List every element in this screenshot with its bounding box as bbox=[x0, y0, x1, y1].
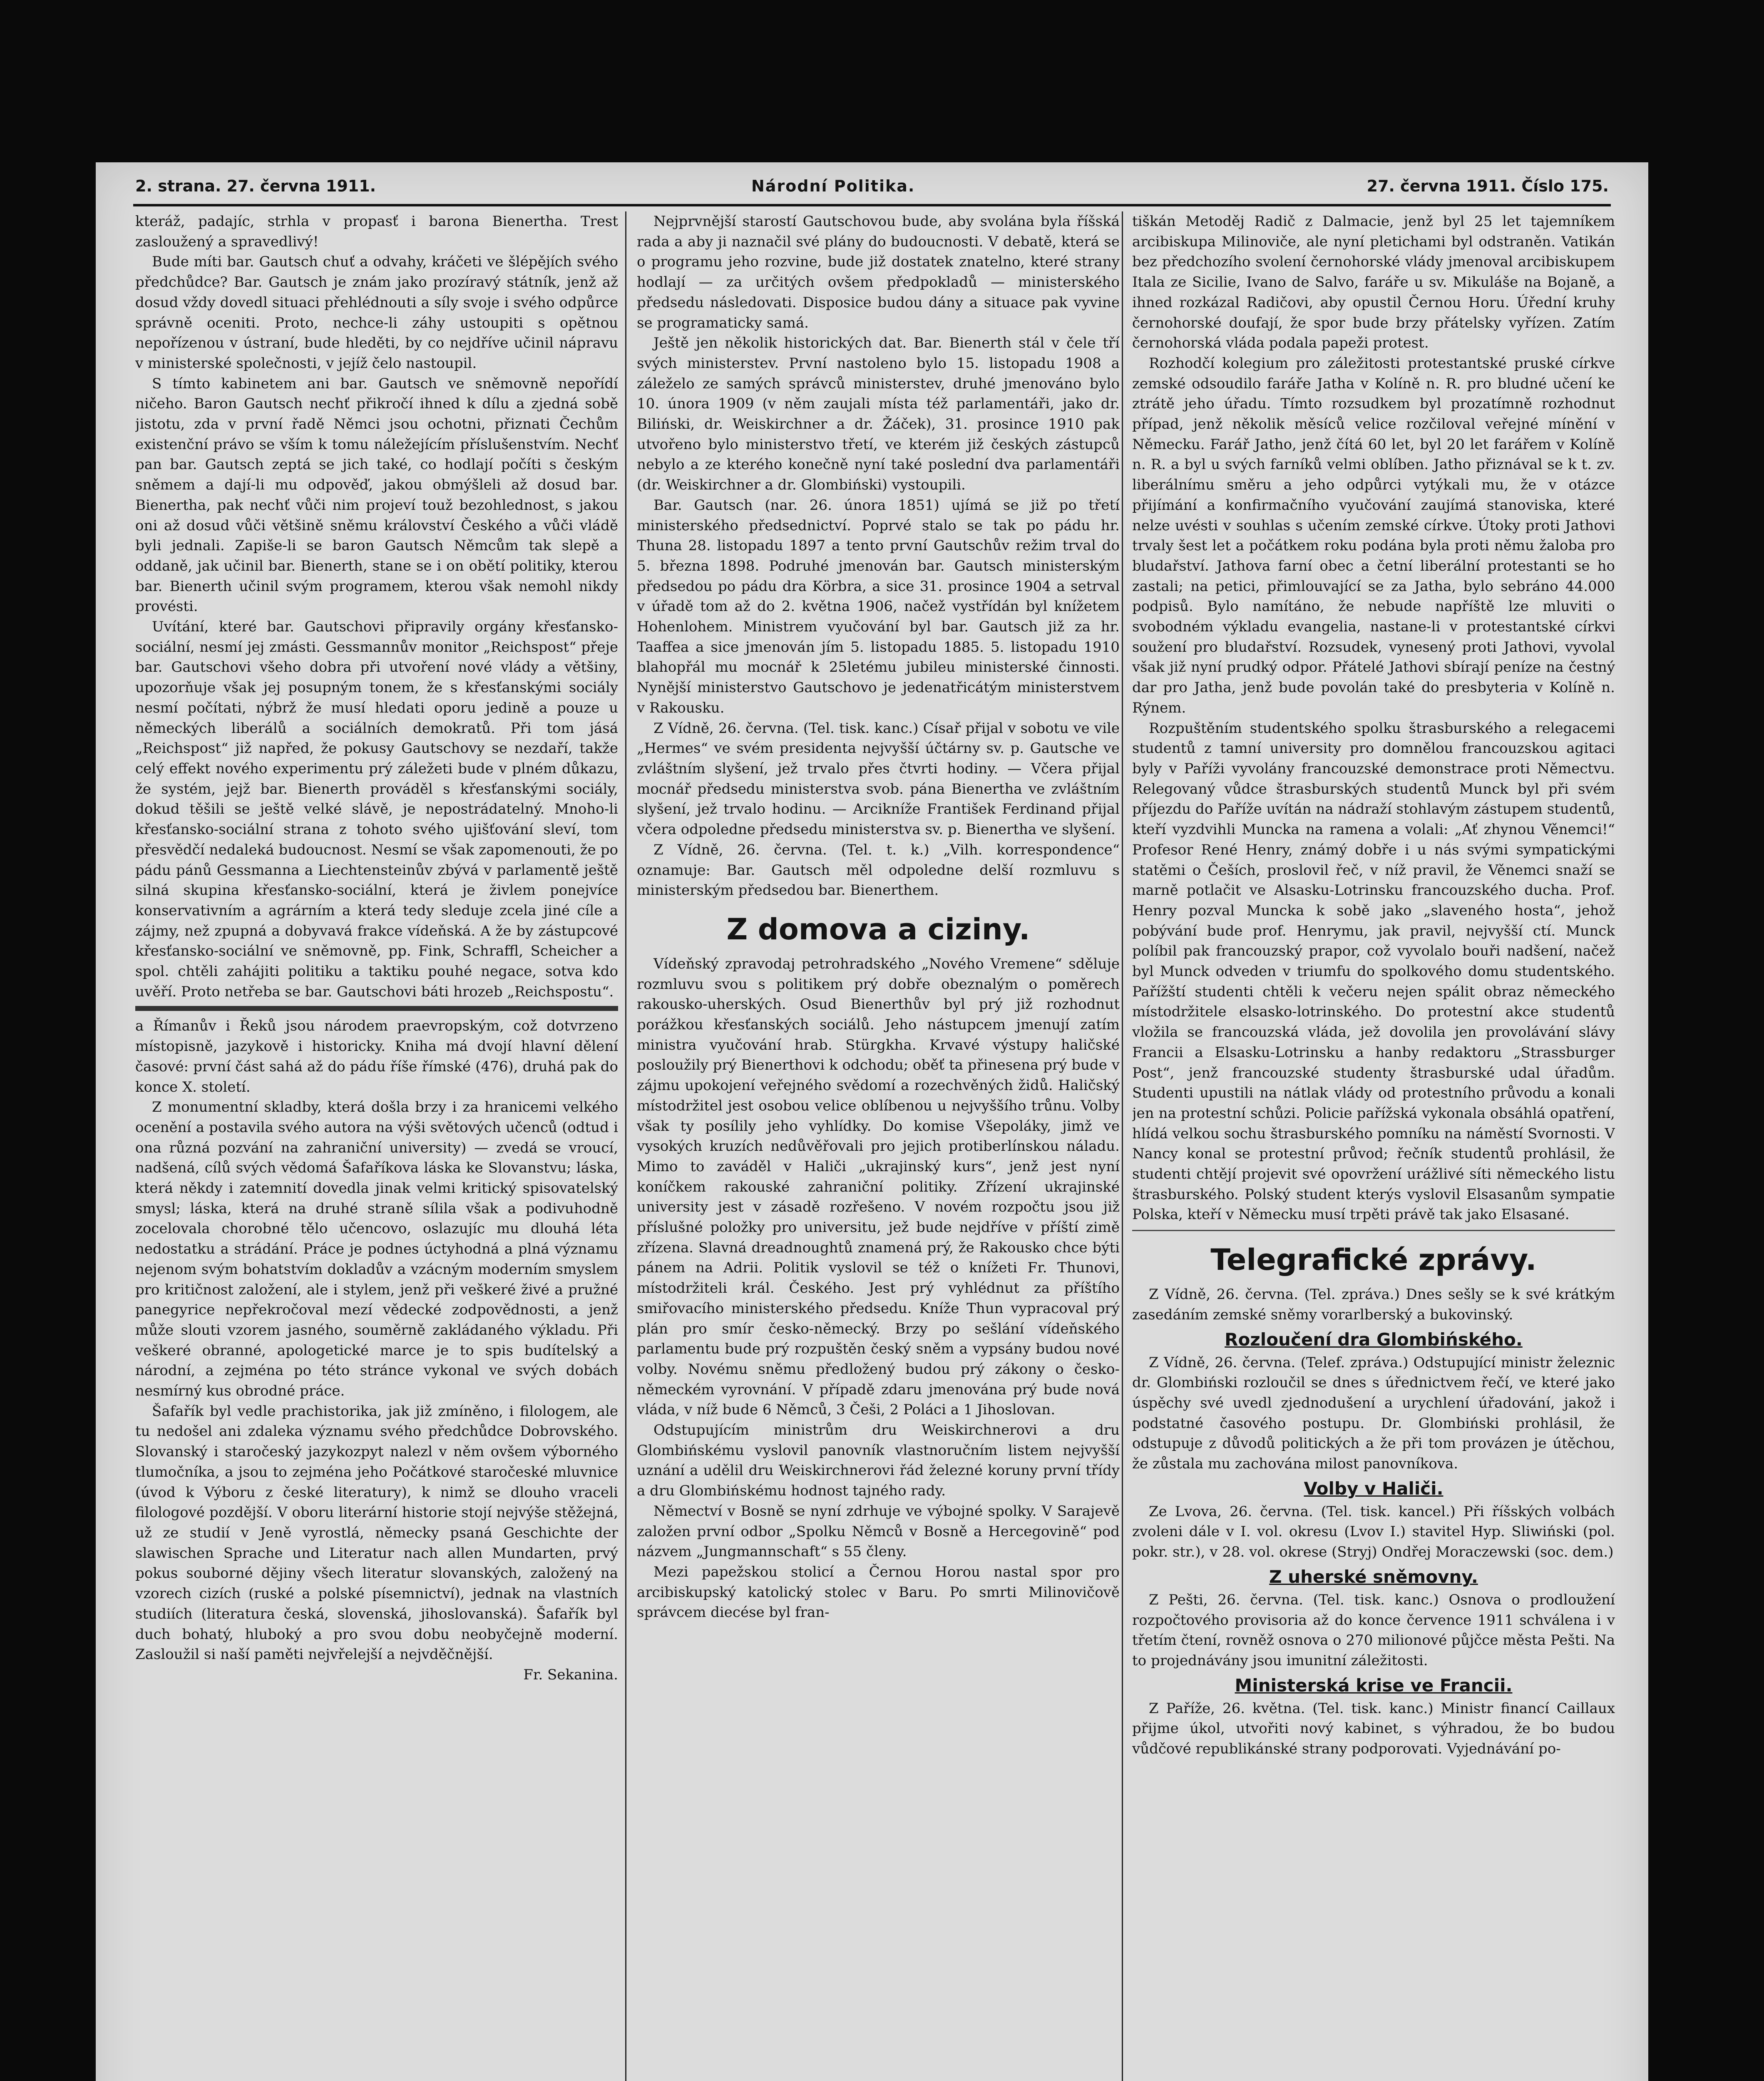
paragraph: Z Paříže, 26. května. (Tel. tisk. kanc.) Ministr financí Caillaux přijme úkol, utvořiti nový kabinet, s výhradou, že bo budou vůdčové republikánské strany podporovati. Vyjednávání po- bbox=[1132, 1700, 1615, 1758]
column-divider-1 bbox=[625, 211, 626, 2081]
author-signature: Fr. Sekanina. bbox=[523, 1666, 618, 1683]
subheading: Ministerská krise ve Francii. bbox=[1235, 1675, 1513, 1696]
section-heading: Z domova a ciziny. bbox=[726, 912, 1030, 946]
paragraph: Z Vídně, 26. června. (Telef. zpráva.) Odstupující ministr železnic dr. Glombiński rozloučil se dnes s úřednictvem řečí, ve které jako úspěchy své uvedl zjednodušení a urychlení úřadování, jakož i podstatné časového postupu. Dr. Glombiński prohlásil, že odstupuje z důvodů politických a že při tom provázen je útěchou, že zůstala mu zachována milost panovníkova. bbox=[1132, 1354, 1615, 1473]
paragraph: Odstupujícím ministrům dru Weiskirchnerovi a dru Glombińskému vyslovil panovník vlastnoručním listem nejvyšší uznání a udělil dru Weiskirchnerovi řád železné koruny první třídy a dru Glombińskému hodnost tajného rady. bbox=[637, 1422, 1120, 1500]
paragraph: Mezi papežskou stolicí a Černou Horou nastal spor pro arcibiskupský katolický stolec v Baru. Po smrti Milinovičově správcem diecése byl fran- bbox=[637, 1564, 1120, 1621]
column-3 bbox=[1132, 211, 1615, 2081]
date-and-issue: 27. června 1911. Číslo 175. bbox=[1366, 177, 1609, 195]
paragraph: kteráž, padajíc, strhla v propasť i barona Bienertha. Trest zasloužený a spravedlivý! bbox=[135, 213, 618, 250]
paragraph: Ještě jen několik historických dat. Bar. Bienerth stál v čele tří svých ministerstev. První nastoleno bylo 15. listopadu 1908 a záleželo ze samých správců ministerstev, druhé jmenováno bylo 10. února 1909 (v něm zaujali místa též parlamentáři, jako dr. Biliński, dr. Weiskirchner a dr. Žáček), 31. prosince 1910 pak utvořeno bylo ministerstvo třetí, ve kterém již českých zástupců nebylo a ze kterého konečně nyní také poslední dva parlamentáři (dr. Weiskirchner a dr. Glombiński) vystoupili. bbox=[637, 335, 1120, 494]
feuilleton-divider bbox=[135, 1006, 618, 1011]
paragraph: Rozpuštěním studentského spolku štrasburského a relegacemi studentů z tamní university pro domnělou francouzskou agitaci byly v Paříži vyvolány francouzské demonstrace proti Němectvu. Relegovaný vůdce štrasburských studentů Munck byl při svém příjezdu do Paříže uvítán na nádraží stohlavým zástupem studentů, kteří vyzdvihli Muncka na ramena a volali: „Ať zhynou Věnemci!“ Profesor René Henry, známý dobře i u nás svými sympatickými statěmi o Češích, proslovil řeč, v níž pravil, že Věnemci snaží se marně potlačit ve Alsasku-Lotrinsku francouzského ducha. Prof. Henry pozval Muncka k sobě jako „slaveného hosta“, jehož pobývání bude prof. Henrymu, jak pravil, nejvyšší ctí. Munck políbil pak francouzský prapor, což vyvolalo bouři nadšení, načež byl Munck odveden v triumfu do spolkového domu studentského. Pařížští studenti chtěli k večeru nejen spálit obraz německého místodržitele elsasko-lotrinského. Do protestní akce studentů vložila se francouzská vláda, jež dovolila jen provolávání slávy Francii a Elsasku-Lotrinsku a hanby redaktoru „Strassburger Post“, jenž francouzské studenty štrasburské udal úřadům. Studenti upustili na nátlak vlády od protestního průvodu a konali jen na protestní schůzi. Policie pařížská vykonala obsáhlá opatření, hlídá velkou sochu štrasburského pomníku na náměstí Svornosti. V Nancy konal se protestní průvod; řečník studentů prohlásil, že studenti chtějí projevit své opovržení urážlivé síti německého listu štrasburského. Polský student kterýs vyslovil Elsasanům sympatie Polska, kteří v Německu musí trpěti právě tak jako Elsasané. bbox=[1132, 720, 1615, 1223]
newspaper-page bbox=[96, 162, 1648, 2081]
paragraph: Z Vídně, 26. června. (Tel. tisk. kanc.) Císař přijal v sobotu ve vile „Hermes“ ve svém presidenta nejvyšší účtárny sv. p. Gautsche ve zvláštním slyšení, jež trvalo přes čtvrti hodiny. — Včera přijal mocnář předsedu ministerstva svob. pána Bienertha ve zvláštním slyšení, jež trvalo hodinu. — Arcikníže František Ferdinand přijal včera odpoledne předsedu ministerstva sv. p. Bienertha ve slyšení. bbox=[637, 720, 1120, 838]
newspaper-title: Národní Politika. bbox=[751, 177, 915, 195]
paragraph: Bude míti bar. Gautsch chuť a odvahy, kráčeti ve šlépějích svého předchůdce? Bar. Gautsch je znám jako prozíravý státník, jenž až dosud vždy dovedl situaci přehlédnouti a síly svoje i svého odpůrce správně oceniti. Proto, nechce-li záhy ustoupiti s opětnou nepořízenou v ústraní, bude hleděti, by co nejdříve učinil nápravu v ministerské společnosti, v jejíž čelo nastoupil. bbox=[135, 253, 618, 372]
paragraph: Němectví v Bosně se nyní zdrhuje ve výbojné spolky. V Sarajevě založen první odbor „Spolku Němců v Bosně a Hercegovině“ pod názvem „Jungmannschaft“ s 55 členy. bbox=[637, 1502, 1120, 1560]
subheading: Volby v Haliči. bbox=[1304, 1478, 1443, 1499]
header-rule bbox=[133, 204, 1611, 206]
paragraph: Ze Lvova, 26. června. (Tel. tisk. kancel.) Při říšských volbách zvoleni dále v I. vol. okresu (Lvov I.) stavitel Hyp. Sliwiński (pol. pokr. str.), v 28. vol. okrese (Stryj) Ondřej Moraczewski (soc. dem.) bbox=[1132, 1503, 1615, 1561]
subheading: Rozloučení dra Glombińského. bbox=[1225, 1329, 1523, 1350]
column-1 bbox=[135, 211, 618, 2081]
paragraph: Z monumentní skladby, která došla brzy i za hranicemi velkého ocenění a postavila svého autora na výši světových učenců (odtud i ona různá pozvání na zahraniční university) — zvedá se vroucí, nadšená, cílů svých vědomá Šafaříkova láska ke Slovanstvu; láska, která někdy i zatemnití dovedla jinak velmi kritický spisovatelský smysl; láska, která na druhé straně sílila však a podivuhodně zocelovala chorobné tělo učencovo, oslazujíc mu dlouhá léta nedostatku a strádání. Práce je podnes úctyhodná a plná významu nejenom svým bohatstvím dokladův a vzácným moderním smyslem pro kritičnost založení, ale i stylem, jenž při veškeré živé a pružné panegyrice nepřekročoval mezí vědecké zodpovědnosti, a jenž může slouti vzorem jasného, souměrně zakládaného výkladu. Při veškeré obranné, apologetické marce je to spis budítelský a národní, a zejména po této stránce vykonal ve svých dobách nesmírný kus obrodné práce. bbox=[135, 1099, 618, 1400]
paragraph: Bar. Gautsch (nar. 26. února 1851) ujímá se již po třetí ministerského předsednictví. Poprvé stalo se tak po pádu hr. Thuna 28. listopadu 1897 a tento první Gautschův režim trval do 5. března 1898. Podruhé jmenován bar. Gautsch ministerským předsedou po pádu dra Körbra, a sice 31. prosince 1904 a setrval v úřadě tom až do 2. května 1906, načež vystřídán byl knížetem Hohenlohem. Ministrem vyučování byl bar. Gautsch již za hr. Taaffea a sice jmenován jím 5. listopadu 1885. 5. listopadu 1910 blahopřál mu mocnář k 25letému jubileu ministerské činnosti. Nynější ministerstvo Gautschovo je jedenatřicátým ministerstvem v Rakousku. bbox=[637, 497, 1120, 716]
subheading: Z uherské sněmovny. bbox=[1269, 1566, 1478, 1587]
masthead bbox=[135, 171, 1609, 201]
paragraph: a Římanův i Řeků jsou národem praevropským, což dotvrzeno místopisně, jazykově i historicky. Kniha má dvojí hlavní dělení časové: první část sahá až do pádu říše římské (476), druhá pak do konce X. století. bbox=[135, 1018, 618, 1095]
section-rule bbox=[1132, 1230, 1615, 1231]
page-and-date: 2. strana. 27. června 1911. bbox=[135, 177, 376, 195]
paragraph: Z Vídně, 26. června. (Tel. t. k.) „Vilh. korrespondence“ oznamuje: Bar. Gautsch měl odpoledne delší rozmluvu s ministerským předsedou bar. Bienerthem. bbox=[637, 841, 1120, 899]
paragraph: Z Pešti, 26. června. (Tel. tisk. kanc.) Osnova o prodloužení rozpočtového provisoria až do konce července 1911 schválena i v třetím čtení, rovněž osnova o 270 milionové půjčce města Pešti. Na to projednávány jsou imunitní záležitosti. bbox=[1132, 1591, 1615, 1669]
paragraph: tiškán Metoděj Radič z Dalmacie, jenž byl 25 let tajemníkem arcibiskupa Milinoviče, ale nyní pletichami byl odstraněn. Vatikán bez předchozího svolení černohorské vlády jmenoval arcibiskupem Itala ze Sicilie, Ivano de Salvo, faráře u sv. Mikuláše na Bojaně, a ihned rozkázal Radičovi, aby opustil Černou Horu. Úřední kruhy černohorské doufají, že spor bude brzy přátelsky vyřízen. Zatím černohorská vláda podala papeži protest. bbox=[1132, 213, 1615, 352]
paragraph: S tímto kabinetem ani bar. Gautsch ve sněmovně nepořídí ničeho. Baron Gautsch nechť přikročí ihned k dílu a zjedná sobě jistotu, zda v první řadě Němci jsou ochotni, přiznati Čechům existenční právo se vším k tomu náležejícím příslušenstvím. Nechť pan bar. Gautsch zeptá se jich také, co hodlají počíti s českým sněmem a dají-li mu odpověď, jakou obmýšleli až dosud bar. Bienertha, pak nechť vůči nim projeví touž bezohlednost, s jakou oni až dosud vůči většině sněmu království Českého a vůči vládě byli jednali. Zapiše-li se baron Gautsch Němcům tak slepě a oddaně, jak učinil bar. Bienerth, stane se i on obětí politiky, kterou bar. Bienerth učinil svým programem, kterou však nemohl nikdy provésti. bbox=[135, 375, 618, 615]
paragraph: Rozhodčí kolegium pro záležitosti protestantské pruské církve zemské odsoudilo faráře Jatha v Kolíně n. R. pro bludné učení ke ztrátě jeho úřadu. Tímto rozsudkem byl prozatímně rozhodnut případ, jenž několik měsíců velice rozčiloval veřejné mínění v Německu. Farář Jatho, jenž čítá 60 let, byl 20 let farářem v Kolíně n. R. a byl u svých farníků velmi oblíben. Jatho přiznával se k t. zv. liberálnímu směru a jeho odpůrci vytýkali mu, že v otázce přijímání a konfirmačního vyučování zaujímá stanoviska, které nelze uvésti v souhlas s učením zemské církve. Útoky proti Jathovi trvaly šest let a počátkem roku podána byla proti němu žaloba pro bludařství. Jathova farní obec a četní liberální protestanti se ho zastali; na petici, přimlouvající se za Jatha, bylo sebráno 44.000 podpisů. Bylo namítáno, že nebude napříště lze mluviti o svobodném výkladu evangelia, nastane-li v protestantské církvi soužení pro bludařství. Rozsudek, vynesený proti Jathovi, vyvolal však již nyní prudký odpor. Přátelé Jathovi sbírají peníze na čestný dar pro Jatha, jenž bude povolán také do presbyteria v Kolíně n. Rýnem. bbox=[1132, 355, 1615, 716]
paragraph: Uvítání, které bar. Gautschovi připravily orgány křesťansko-sociální, nesmí jej zmásti. Gessmannův monitor „Reichspost“ přeje bar. Gautschovi všeho dobra při utvoření nové vlády a většiny, upozorňuje však jej posupným tonem, že s křesťanskými sociály nesmí počítati, nýbrž že musí hledati oporu jedině a pouze u německých liberálů a sociálních demokratů. Při tom jásá „Reichspost“ již napřed, že pokusy Gautschovy se nezdaří, takže celý effekt nového experimentu prý záležeti bude v plném důkazu, že systém, jejž bar. Bienerth prováděl s křesťanskými sociály, dokud těšili se ještě velké slávě, je nepostrádatelný. Mnoho-li křesťansko-sociální strana z tohoto svého ujišťování sleví, tom přesvědčí nedaleká budoucnost. Nesmí se však zapomenouti, že po pádu pánů Gessmanna a Liechtensteinův zbývá v parlamentě ještě silná skupina křesťansko-sociální, která je živlem ponejvíce konservativním a agrárním a která tedy sleduje zcela jiné cíle a zájmy, než zpupná a dobyvavá frakce vídeňská. A že by zástupcové křesťansko-sociální ve sněmovně, pp. Fink, Schraffl, Scheicher a spol. chtěli zahájiti politiku a taktiku pouhé negace, sotva kdo uvěří. Proto netřeba se bar. Gautschovi báti hrozeb „Reichspostu“. bbox=[135, 618, 618, 1000]
column-2 bbox=[637, 211, 1120, 2081]
paragraph: Nejprvnější starostí Gautschovou bude, aby svolána byla říšská rada a aby ji naznačil své plány do budoucnosti. V debatě, která se o programu jeho rozvine, bude již dostatek znatelno, které strany hodlají — za určitých ovšem předpokladů — ministerského předsedu následovati. Disposice budou dány a situace pak vyvine se programaticky samá. bbox=[637, 213, 1120, 331]
column-divider-2 bbox=[1122, 211, 1123, 2081]
paragraph: Z Vídně, 26. června. (Tel. zpráva.) Dnes sešly se k své krátkým zasedáním zemské sněmy vorarlberský a bukovinský. bbox=[1132, 1286, 1615, 1323]
paragraph: Vídeňský zpravodaj petrohradského „Nového Vremene“ sděluje rozmluvu svou s politikem prý dobře obeznalým o poměrech rakousko-uherských. Osud Bienerthův byl prý již rozhodnut porážkou křesťanských sociálů. Jeho nástupcem jmenují zatím ministra vyučování hrab. Stürgkha. Krvavé výstupy haličské posloužily prý Bienerthovi k odchodu; oběť ta přinesena prý bude v zájmu upokojení veřejného svědomí a rozechvěných židů. Haličský místodržitel jest osobou velice oblíbenou u nejvyššího trůnu. Volby však ty posílily jeho vyhlídky. Do komise Všepoláky, jimž ve vysokých kruzích nedůvěřovali pro jejich protiberlínskou náladu. Mimo to zaváděl v Haliči „ukrajinský kurs“, jenž jest nyní koníčkem rakouské zahraniční politiky. Zřízení ukrajinské university jest v zásadě rozřešeno. V novém rozpočtu jsou již příslušné položky pro universitu, jež bude nejdříve v příští zimě zřízena. Slavná dreadnoughtů znamená prý, že Rakousko chce býti pánem na Adrii. Politik vyslovil se též o knížeti Fr. Thunovi, místodržiteli král. Českého. Jest prý vyhlédnut za příštího smiřovacího ministerského předsedu. Kníže Thun vypracoval prý plán pro smír česko-německý. Brzy po sešlání vídeňského parlamentu bude prý rozpuštěn český sněm a vypsány budou nové volby. Novému sněmu předložený budou prý zákony o česko-německém vyrovnání. V případě zdaru jmenována prý bude nová vláda, v níž bude 6 Němců, 3 Češi, 2 Poláci a 1 Jihoslovan. bbox=[637, 955, 1120, 1418]
paragraph: Šafařík byl vedle prachistorika, jak již zmíněno, i filologem, ale tu nedošel ani zdaleka významu svého předchůdce Dobrovského. Slovanský i staročeský jazykozpyt nalezl v něm ovšem výborného tlumočníka, a jsou to zejména jeho Počátkové staročeské mluvnice (úvod k Výboru z české literatury), k nimž se dlouho vraceli filologové pozdější. V oboru literární historie stojí nejvýše stěžejná, už ze studií v Jeně vyrostlá, německy psaná Geschichte der slawischen Sprache und Literatur nach allen Mundarten, prvý pokus souborné dějiny všech literatur slovanských, založený na vzorech cizích (ruské a polské písemnictví), jednak na vlastních studiích (literatura česká, slovenská, jihoslovanská). Šafařík byl duch bohatý, hluboký a pro svou dobu neobyčejně moderní. Zasloužil si naší paměti nejvřelejší a nejvděčnější. bbox=[135, 1403, 618, 1663]
section-heading: Telegrafické zprávy. bbox=[1210, 1243, 1537, 1277]
